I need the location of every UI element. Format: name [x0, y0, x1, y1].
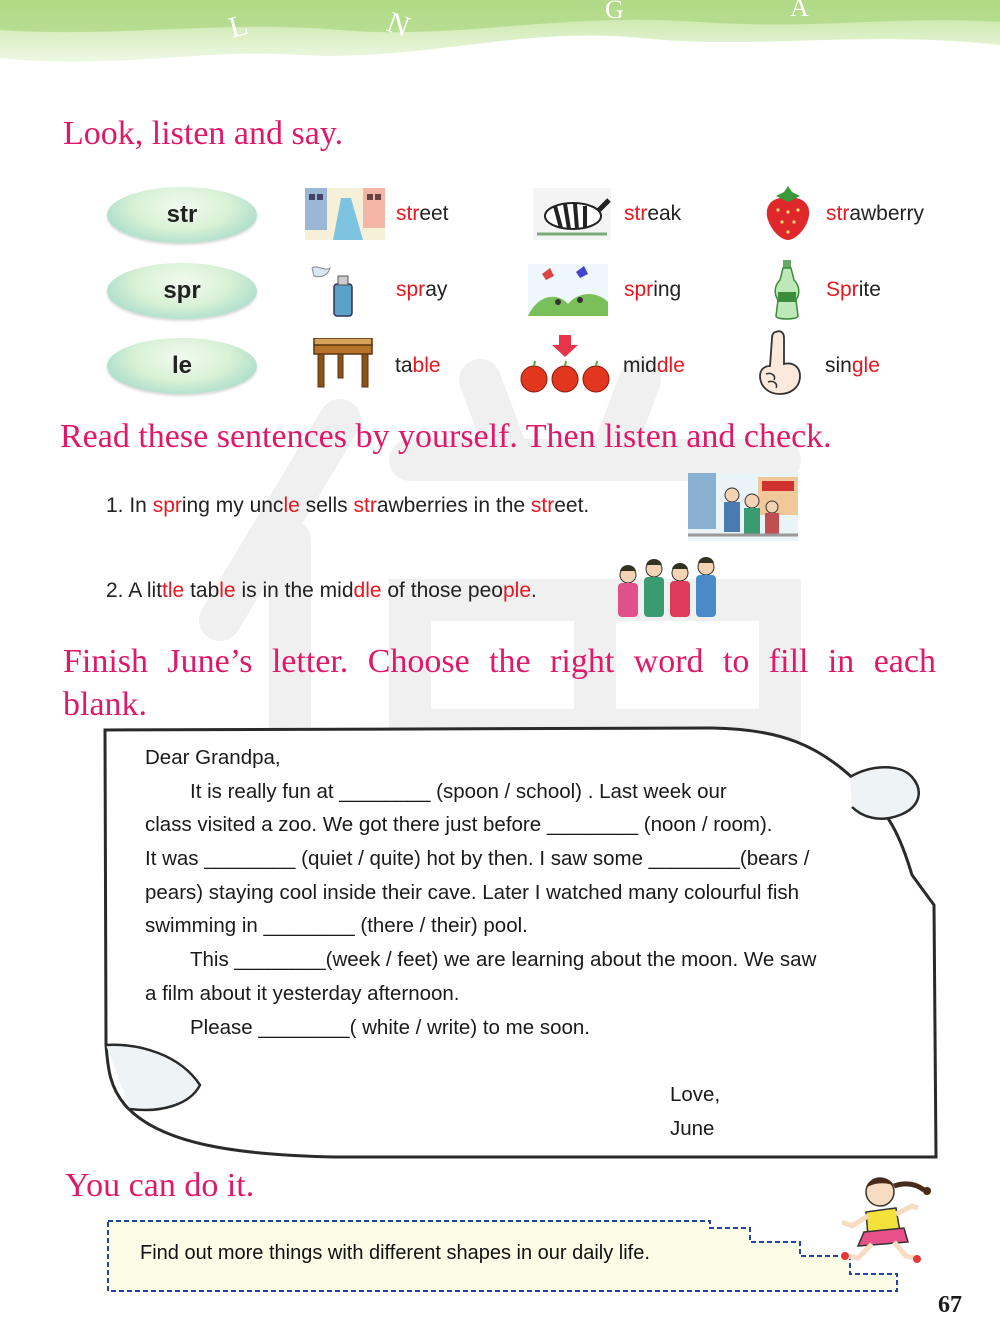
letter-closing: Love,: [670, 1083, 721, 1106]
page-number: 67: [938, 1292, 962, 1318]
pill-text: le: [171, 352, 192, 379]
letter-line: Please ________( white / write) to me soon.: [190, 1016, 590, 1039]
sentence-part: str: [530, 494, 555, 517]
sentence-1: [106, 494, 589, 518]
phonics-label-spr: [107, 263, 257, 319]
sentence-part: le: [219, 579, 236, 602]
word-spray: [396, 278, 447, 302]
word-table: [395, 354, 441, 378]
letter-line: This ________(week / feet) we are learning about the moon. We saw: [190, 948, 817, 971]
sentence-part: ple: [502, 579, 532, 602]
read-sentences-heading: Read these sentences by yourself. Then listen and check.: [60, 418, 832, 455]
you-can-do-it-heading: You can do it.: [65, 1167, 255, 1204]
finish-letter-heading: Finish June’s letter. Choose the right word to fill in each: [63, 643, 936, 680]
task-text: Find out more things with different shapes in our daily life.: [140, 1242, 650, 1264]
word-part: Spr: [826, 278, 859, 301]
sentence-part: 2. A lit: [106, 579, 163, 602]
finger-icon: [756, 330, 806, 396]
street-picture-icon: [305, 188, 385, 240]
sentence-part: spr: [152, 494, 182, 517]
phonics-label-le: [107, 338, 257, 394]
strawberry-icon: [762, 186, 814, 242]
apples-icon: [518, 333, 612, 393]
people-around-table-icon: [608, 553, 723, 621]
svg-text:L: L: [225, 8, 252, 45]
word-part: spr: [624, 278, 654, 301]
look-listen-say-heading: Look, listen and say.: [63, 115, 344, 152]
header-banner: [0, 0, 1000, 75]
spring-kite-icon: [528, 264, 608, 316]
word-part: ite: [858, 278, 881, 301]
word-part: mid: [623, 354, 657, 377]
sentence-part: is in the mid: [235, 579, 354, 602]
word-part: ble: [412, 354, 441, 377]
pill-text: spr: [163, 277, 201, 304]
sentence-part: awberries in the: [376, 494, 531, 517]
spray-can-icon: [310, 262, 362, 318]
word-middle: [623, 354, 685, 378]
word-part: str: [624, 202, 648, 225]
running-girl-icon: [828, 1172, 940, 1264]
letter-line: class visited a zoo. We got there just before ________ (noon / room).: [145, 813, 773, 836]
sentence-part: 1. In: [106, 494, 153, 517]
sentence-part: tab: [184, 579, 220, 602]
svg-text:A: A: [790, 0, 809, 22]
sentence-part: str: [353, 494, 377, 517]
letter-line: a film about it yesterday afternoon.: [145, 982, 460, 1005]
sprite-bottle-icon: [772, 260, 802, 322]
letter-line: It was ________ (quiet / quite) hot by then. I saw some ________(bears /: [145, 847, 810, 870]
table-icon: [312, 338, 374, 388]
sentence-part: eet.: [554, 494, 590, 517]
word-single: [825, 354, 880, 378]
sentence-part: sells: [299, 494, 354, 517]
market-scene-picture-icon: [688, 473, 798, 541]
svg-text:G: G: [605, 0, 624, 24]
word-part: eet: [419, 202, 449, 225]
word-part: ay: [425, 278, 448, 301]
word-part: awberry: [849, 202, 925, 225]
word-part: ing: [653, 278, 682, 301]
letter-line: It is really fun at ________ (spoon / school) . Last week our: [190, 780, 727, 803]
word-streak: [624, 202, 681, 226]
word-strawberry: [826, 202, 924, 226]
word-part: str: [396, 202, 420, 225]
word-part: dle: [656, 354, 685, 377]
letter-greeting: Dear Grandpa,: [145, 746, 281, 769]
word-sprite: [826, 278, 881, 302]
sentence-part: dle: [353, 579, 382, 602]
sentence-part: ing my unc: [181, 494, 284, 517]
sentence-2: [106, 579, 537, 603]
finish-letter-heading-cont: blank.: [63, 686, 148, 723]
sentence-part: le: [283, 494, 300, 517]
word-part: ta: [395, 354, 413, 377]
word-part: sin: [825, 354, 852, 377]
word-spring: [624, 278, 681, 302]
svg-text:N: N: [382, 5, 415, 44]
sentence-part: of those peo: [381, 579, 503, 602]
phonics-label-str: [107, 187, 257, 243]
word-part: gle: [851, 354, 880, 377]
letter-signature: June: [670, 1117, 715, 1140]
sentence-part: tle: [162, 579, 185, 602]
word-part: spr: [396, 278, 426, 301]
zebra-picture-icon: [533, 188, 611, 240]
sentence-part: .: [531, 579, 537, 602]
word-part: str: [826, 202, 850, 225]
letter-line: swimming in ________ (there / their) pool.: [145, 914, 528, 937]
pill-text: str: [166, 201, 198, 228]
letter-line: pears) staying cool inside their cave. Later I watched many colourful fish: [145, 881, 800, 904]
word-street: [396, 202, 449, 226]
letter-body: [0, 741, 1000, 1151]
word-part: eak: [647, 202, 682, 225]
